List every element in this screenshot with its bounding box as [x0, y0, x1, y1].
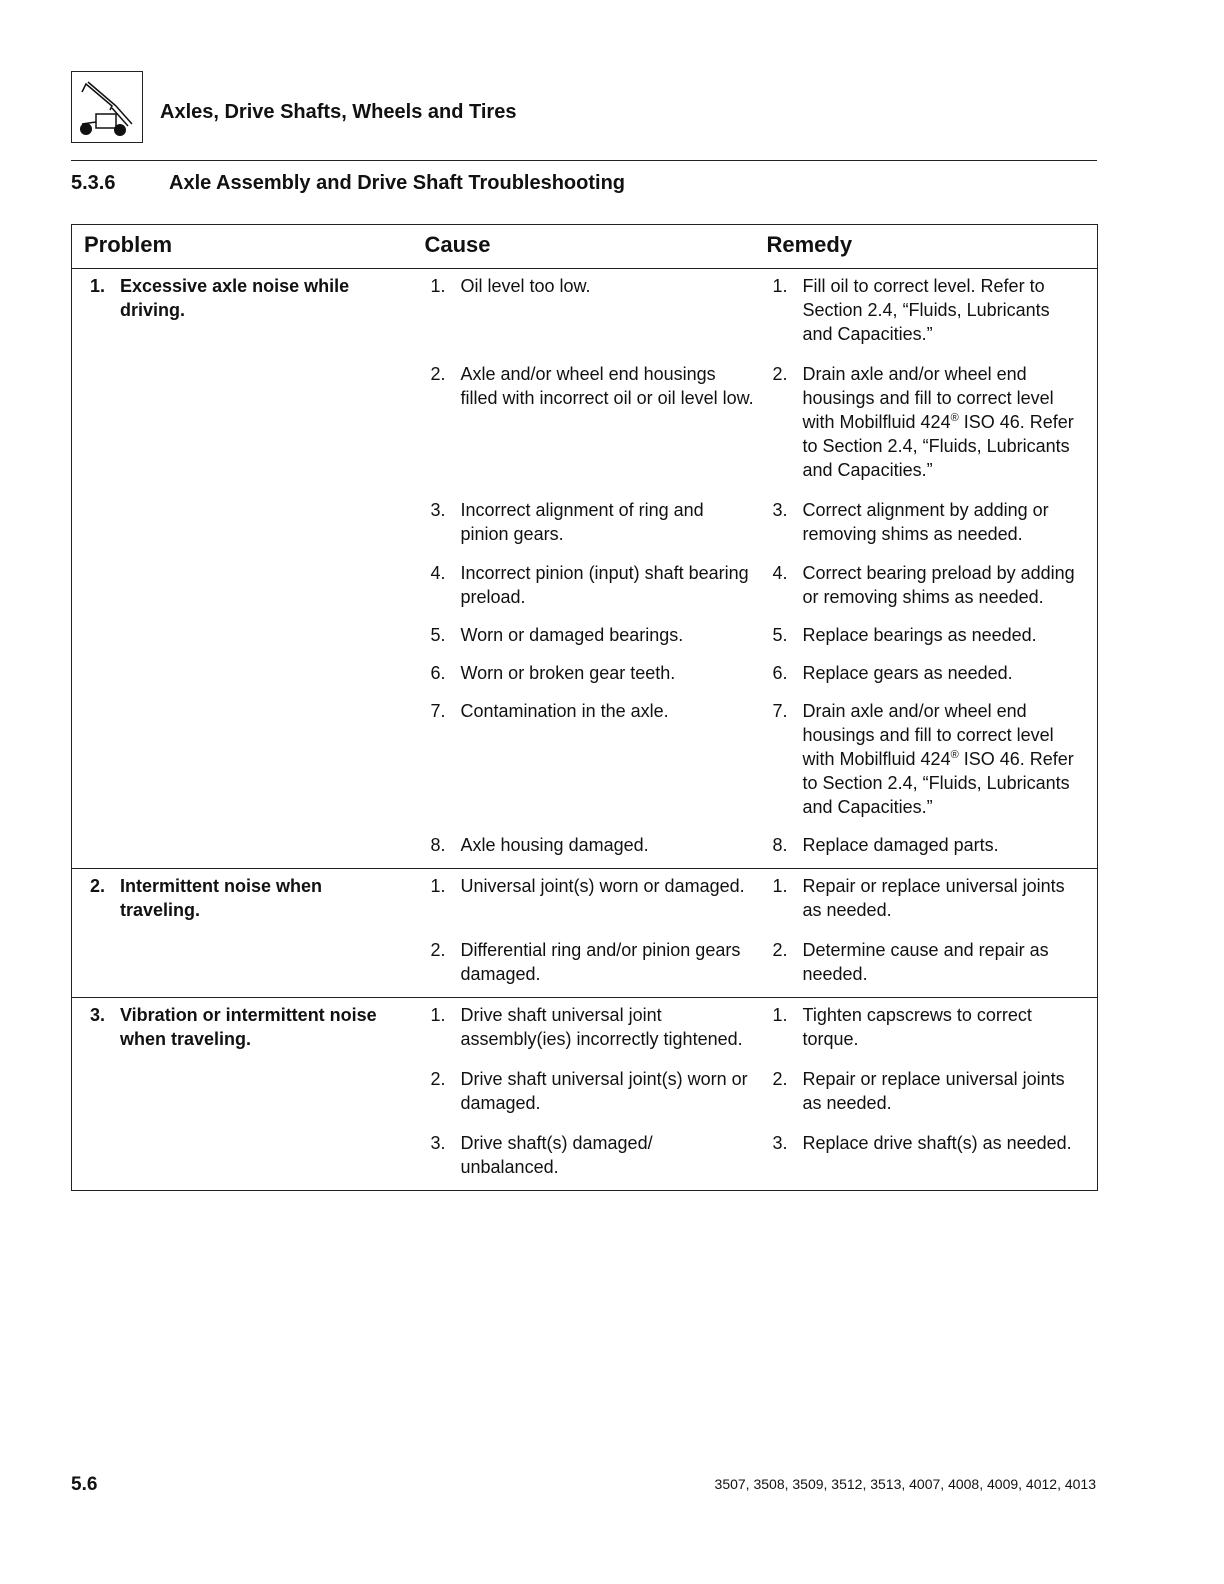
- remedy-item-number: 4.: [772, 563, 788, 583]
- cause-item-number: 6.: [430, 663, 446, 683]
- problem-number: 3.: [90, 1005, 106, 1025]
- remedy-item-text: Fill oil to correct level. Refer to Section 2.4, “Fluids, Lubricants and Capacities.”: [802, 276, 1050, 344]
- remedy-item-text: Drain axle and/or wheel end housings and fill to correct level with Mobilfluid 424® ISO 46. Refer to Section 2.4, “Fluids, Lubricants and Capacities.”: [802, 364, 1074, 480]
- remedy-item: [773, 498, 1082, 546]
- problem-label: Intermittent noise when traveling.: [120, 876, 323, 920]
- remedy-item-text: Replace gears as needed.: [802, 663, 1013, 683]
- cause-item: [431, 938, 755, 986]
- cause-item-text: Worn or damaged bearings.: [460, 625, 684, 645]
- remedy-cell: [755, 998, 1098, 1191]
- cause-item-text: Incorrect pinion (input) shaft bearing preload.: [460, 563, 749, 607]
- cause-item-text: Incorrect alignment of ring and pinion gears.: [460, 500, 704, 544]
- problem-text: [90, 874, 390, 922]
- remedy-item: [773, 1131, 1082, 1179]
- cause-item: [431, 1003, 755, 1051]
- remedy-item: [773, 623, 1082, 647]
- problem-cell: [72, 869, 413, 998]
- remedy-item: [773, 833, 1082, 857]
- cause-item-number: 1.: [430, 276, 446, 296]
- column-header-problem: Problem: [72, 225, 413, 269]
- remedy-item-text: Determine cause and repair as needed.: [802, 940, 1049, 984]
- remedy-item-text: Replace bearings as needed.: [802, 625, 1037, 645]
- remedy-item-text: Correct alignment by adding or removing shims as needed.: [802, 500, 1049, 544]
- problem-number: 1.: [90, 276, 106, 296]
- cause-item: [431, 274, 755, 346]
- cause-item-number: 1.: [430, 1005, 446, 1025]
- cause-cell: [413, 998, 755, 1191]
- cause-item: [431, 561, 755, 609]
- cause-item-text: Drive shaft universal joint assembly(ies) incorrectly tightened.: [460, 1005, 743, 1049]
- cause-item-text: Axle housing damaged.: [460, 835, 649, 855]
- remedy-cell: [755, 869, 1098, 998]
- table-header-row: [72, 225, 1098, 269]
- section-heading: [71, 172, 625, 195]
- column-header-remedy: Remedy: [755, 225, 1098, 269]
- cause-item-number: 1.: [430, 876, 446, 896]
- remedy-item-text: Repair or replace universal joints as needed.: [802, 876, 1065, 920]
- cause-item-text: Differential ring and/or pinion gears damaged.: [460, 940, 741, 984]
- remedy-item-number: 3.: [772, 500, 788, 520]
- column-header-cause: Cause: [413, 225, 755, 269]
- cause-item: [431, 833, 755, 857]
- problem-text: [90, 274, 390, 322]
- problem-number: 2.: [90, 876, 106, 896]
- cause-item: [431, 362, 755, 482]
- problem-label: Vibration or intermittent noise when traveling.: [120, 1005, 377, 1049]
- remedy-item: [773, 938, 1082, 986]
- remedy-cell: [755, 269, 1098, 869]
- table-row: [72, 269, 1098, 869]
- remedy-item-text: Tighten capscrews to correct torque.: [802, 1005, 1032, 1049]
- remedy-item-text: Correct bearing preload by adding or removing shims as needed.: [802, 563, 1075, 607]
- cause-item: [431, 661, 755, 685]
- cause-item: [431, 699, 755, 819]
- section-number: 5.3.6: [71, 172, 116, 194]
- cause-cell: [413, 269, 755, 869]
- remedy-item: [773, 874, 1082, 922]
- problem-text: [90, 1003, 390, 1051]
- cause-item-text: Axle and/or wheel end housings filled with incorrect oil or oil level low.: [460, 364, 754, 408]
- cause-item-text: Drive shaft(s) damaged/ unbalanced.: [460, 1133, 653, 1177]
- cause-item-number: 5.: [430, 625, 446, 645]
- cause-item-number: 3.: [430, 500, 446, 520]
- cause-item: [431, 874, 755, 922]
- remedy-item-number: 6.: [772, 663, 788, 683]
- remedy-item: [773, 661, 1082, 685]
- remedy-item-number: 3.: [772, 1133, 788, 1153]
- problem-label: Excessive axle noise while driving.: [120, 276, 350, 320]
- remedy-item-number: 8.: [772, 835, 788, 855]
- table-row: [72, 869, 1098, 998]
- remedy-item-number: 2.: [772, 940, 788, 960]
- cause-item-number: 3.: [430, 1133, 446, 1153]
- remedy-item-number: 1.: [772, 1005, 788, 1025]
- problem-cell: [72, 269, 413, 869]
- cause-item-number: 2.: [430, 940, 446, 960]
- cause-item-number: 2.: [430, 364, 446, 384]
- troubleshooting-table: [71, 224, 1098, 1191]
- remedy-item: [773, 1003, 1082, 1051]
- section-title: Axle Assembly and Drive Shaft Troubleshooting: [169, 172, 626, 194]
- cause-item: [431, 1131, 755, 1179]
- cause-item: [431, 1067, 755, 1115]
- cause-item-number: 7.: [430, 701, 446, 721]
- cause-item: [431, 623, 755, 647]
- remedy-item-number: 1.: [772, 276, 788, 296]
- remedy-item-number: 1.: [772, 876, 788, 896]
- cause-item-text: Oil level too low.: [460, 276, 591, 296]
- remedy-item: [773, 699, 1082, 819]
- forklift-icon: [71, 71, 143, 143]
- remedy-item: [773, 274, 1082, 346]
- cause-item-text: Worn or broken gear teeth.: [460, 663, 676, 683]
- model-list: 3507, 3508, 3509, 3512, 3513, 4007, 4008, 4009, 4012, 4013: [714, 1476, 1096, 1492]
- remedy-item-number: 2.: [772, 1069, 788, 1089]
- chapter-title: Axles, Drive Shafts, Wheels and Tires: [160, 101, 517, 123]
- cause-item-number: 2.: [430, 1069, 446, 1089]
- cause-item: [431, 498, 755, 546]
- remedy-item: [773, 1067, 1082, 1115]
- table-row: [72, 998, 1098, 1191]
- remedy-item-text: Drain axle and/or wheel end housings and fill to correct level with Mobilfluid 424® ISO 46. Refer to Section 2.4, “Fluids, Lubricants and Capacities.”: [802, 701, 1074, 817]
- cause-item-number: 8.: [430, 835, 446, 855]
- remedy-item-number: 5.: [772, 625, 788, 645]
- remedy-item: [773, 561, 1082, 609]
- remedy-item-text: Replace drive shaft(s) as needed.: [802, 1133, 1072, 1153]
- cause-cell: [413, 869, 755, 998]
- cause-item-text: Contamination in the axle.: [460, 701, 669, 721]
- cause-item-text: Drive shaft universal joint(s) worn or damaged.: [460, 1069, 748, 1113]
- remedy-item: [773, 362, 1082, 482]
- remedy-item-number: 7.: [772, 701, 788, 721]
- cause-item-text: Universal joint(s) worn or damaged.: [460, 876, 745, 896]
- problem-cell: [72, 998, 413, 1191]
- header-divider: [71, 160, 1097, 161]
- remedy-item-text: Repair or replace universal joints as needed.: [802, 1069, 1065, 1113]
- table-body: [72, 269, 1098, 1191]
- page-number: 5.6: [71, 1474, 98, 1495]
- cause-item-number: 4.: [430, 563, 446, 583]
- remedy-item-text: Replace damaged parts.: [802, 835, 999, 855]
- remedy-item-number: 2.: [772, 364, 788, 384]
